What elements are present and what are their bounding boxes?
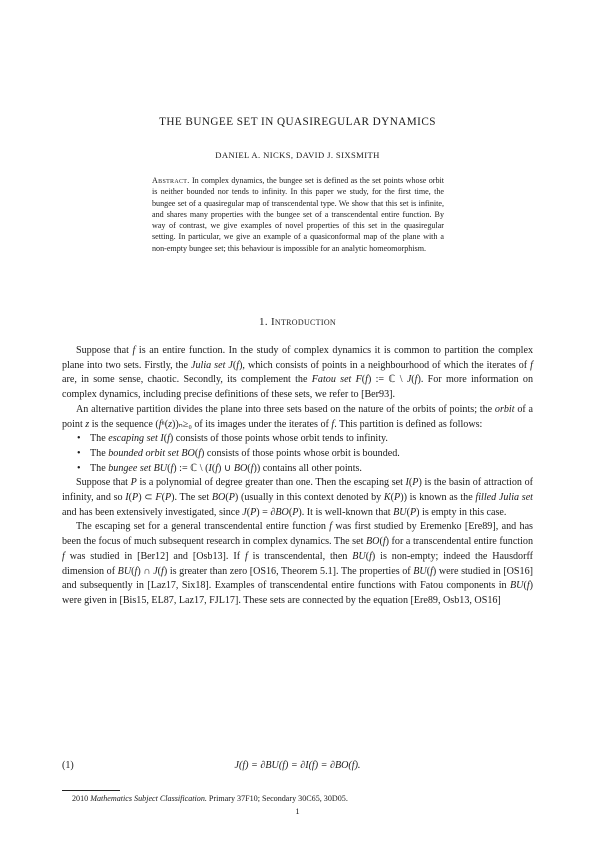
text-run: ( [523,580,527,592]
text-run: )) is known as the [400,492,476,504]
text-run: The [90,447,109,459]
math-run: filled Julia set [475,492,533,504]
text-run: ) for a transcendental entire function [385,536,534,548]
text-run: is the sequence ( [89,418,159,430]
list-item [77,432,533,447]
math-run: f [198,447,202,459]
math-run: f [382,536,386,548]
text-run: The [90,462,109,474]
text-run: ) (usually in this context denoted by [234,492,384,504]
math-run: bounded orbit set BO [108,447,195,459]
math-run: I [405,477,409,489]
math-run: BU [117,565,132,577]
math-run: f [167,433,170,445]
paragraph-1 [62,344,533,403]
text-run: ) is non-empty; indeed the Hausdorff dimension of [62,550,533,577]
math-run: BU [413,565,427,577]
math-run: f [526,580,530,592]
paragraph-2 [62,403,533,432]
text-run: ( [211,462,216,474]
text-run: ), which consists of points in a neighbourhood of which the iterates of [239,359,531,371]
math-run: P [409,506,417,518]
math-run: f [170,462,174,474]
text-run: ( [131,565,135,577]
text-run: ( [365,550,370,562]
text-run: The [90,433,109,445]
text-run: is an entire function. In the study of complex dynamics it is common to partition the complex plane into two sets. Firstly, the [62,345,533,371]
bullet-icon: • [77,447,81,459]
text-run: ( [225,492,229,504]
math-run: f [161,565,164,577]
footnote-year: 2010 [72,794,89,803]
section-number: 1. [259,316,268,328]
math-run: Julia set J [190,359,233,371]
body-text [62,344,533,609]
text-run: ( [361,374,366,386]
text-run: . This partition is defined as follows: [334,418,483,430]
math-run: J [242,506,247,518]
math-run: f [244,550,248,562]
text-run: ) ⊂ [138,492,156,504]
math-run: f [62,550,65,562]
math-run: P [164,492,172,504]
bullet-icon: • [77,433,81,445]
math-run: f [430,565,433,577]
math-run: P [228,492,235,504]
abstract-text: In complex dynamics, the bungee set is defined as the set points whose orbit is neither bounded nor tends to infinity. In this paper we study, for the first time, the bungee set of a quasiregular map of transcendental type. We show that this set is infinite, and shares many properties with the bungee set of a transcendental entire function. By way of contrast, we give examples of novel properties of this set in the quasiregular setting. In particular, we give an example of a quasiconformal map of the plane with a non-empty bungee set; this behaviour is impossible for an analytic homeomorphism. [152,176,444,253]
text-run: )) contains all other points. [253,462,362,474]
text-run: ) consists of those points whose orbit is bounded. [201,447,400,459]
math-run: f [250,462,254,474]
text-run: ( [163,433,168,445]
text-run: was first studied by Eremenko [Ere89], and has been the focus of much subsequent research in complex dynamics. The set [62,521,533,548]
text-run: and has been extensively investigated, since [62,506,243,518]
math-run: f [414,374,418,386]
text-run: ( [128,492,133,504]
equation-text: J(f) = ∂BU(f) = ∂I(f) = ∂BO(f). [234,760,361,771]
footnote-text: Primary 37F10; Secondary 30C65, 30D05. [208,794,348,803]
math-run: z [168,418,173,430]
math-run: P [394,492,401,504]
math-run: P [292,506,299,518]
bullet-icon: • [77,462,81,474]
math-run: P [412,477,419,489]
list-item [77,462,533,477]
text-run: An alternative partition divides the plane into three sets based on the nature of the orbits of points; the [76,403,495,415]
math-run: I [208,462,212,474]
paragraph-3 [62,476,533,520]
text-run: ) were studied in [OS16] and subsequently in [Laz17, Six18]. Examples of transcendental entire functions with Fatou components in [62,565,533,592]
text-run: ) were given in [Bis15, EL87, Laz17, FJL17]. These sets are connected by the equation [Ere89, Osb13, OS16] [62,580,533,606]
text-run: ( [390,492,395,504]
text-run: is a polynomial of degree greater than one. Then the escaping set [136,477,406,489]
math-run: BO [211,492,226,504]
math-run: P [250,506,257,518]
text-run: is transcendental, then [247,550,353,562]
math-run: BU [352,550,366,562]
equation-number: (1) [62,760,74,771]
math-run: f [331,418,335,430]
paper-authors: DANIEL A. NICKS, DAVID J. SIXSMITH [215,150,380,160]
math-run: f [215,462,219,474]
text-run: ( [194,447,199,459]
math-run: escaping set I [108,433,164,445]
footnote-label: Mathematics Subject Classification. [90,794,207,803]
math-run: F [155,492,162,504]
paper-title: THE BUNGEE SET IN QUASIREGULAR DYNAMICS [159,116,436,128]
math-run: z [85,418,90,430]
text-run: ). The set [171,492,212,504]
text-run: are, in some sense, chaotic. Secondly, its complement the [62,374,312,386]
list-item [77,447,533,462]
footnote-rule [62,790,120,791]
text-run: ) = ∂ [256,506,276,518]
text-run: ( [406,506,410,518]
math-run: BU [393,506,407,518]
math-run: f [329,521,333,533]
text-run: was studied in [Ber12] and [Osb13]. If [64,550,245,562]
math-run: BO [365,536,380,548]
text-run: ( [167,462,171,474]
text-run: ))ₙ≥₀ of its images under the iterates of [172,418,332,430]
math-run: f [134,565,138,577]
section-title: Introduction [270,316,336,328]
math-run: f [369,550,372,562]
text-run: ( [247,462,251,474]
math-run: Fatou set F [311,374,362,386]
text-run: Suppose that [76,345,133,356]
text-run: ( [379,536,383,548]
math-run: orbit [494,403,515,415]
text-run: ) := ℂ \ ( [173,462,209,474]
bullet-list [62,432,533,476]
math-run: BO [275,506,289,518]
math-run: P [130,477,137,489]
text-run: of a point [62,403,533,430]
footnote [72,794,532,803]
text-run: ( [246,506,251,518]
text-run: ) is empty in this case. [416,506,507,518]
text-run: ( [411,374,415,386]
text-run: Suppose that [76,477,131,489]
text-run: ( [426,565,431,577]
section-heading [0,316,595,328]
text-run: The escaping set for a general transcendental entire function [76,521,330,533]
math-run: K [383,492,391,504]
math-run: f [236,359,240,371]
text-run: ( [288,506,293,518]
page-number: 1 [295,806,300,816]
text-run: ( [232,359,237,371]
math-run: BO [233,462,248,474]
text-run: ) ∩ [137,565,154,577]
text-run: ). It is well-known that [298,506,394,518]
paragraph-4 [62,520,533,608]
text-run: ( [157,565,162,577]
abstract [152,175,444,254]
text-run: ⁿ( [161,418,169,430]
text-run: ( [408,477,413,489]
abstract-label: Abstract. [152,176,190,185]
text-run: ) ∪ [218,462,234,474]
math-run: bungee set BU [108,462,168,474]
math-run: BU [509,580,524,592]
text-run: ) := ℂ \ [367,374,407,386]
text-run: ) is greater than zero [OS16, Theorem 5.1]. The properties of [163,565,414,577]
math-run: f [158,418,162,430]
text-run: ) consists of those points whose orbit tends to infinity. [169,433,388,445]
math-run: J [153,565,158,577]
text-run: ) is the basin of attraction of infinity, and so [62,477,533,504]
math-run: J [406,374,412,386]
math-run: P [132,492,139,504]
math-run: f [530,359,533,371]
math-run: f [132,345,136,356]
math-run: f [365,374,368,386]
math-run: I [125,492,129,504]
text-run: ( [161,492,165,504]
text-run: ). For more information on complex dynamics, including precise definitions of these sets, we refer to [Ber93]. [62,374,533,401]
